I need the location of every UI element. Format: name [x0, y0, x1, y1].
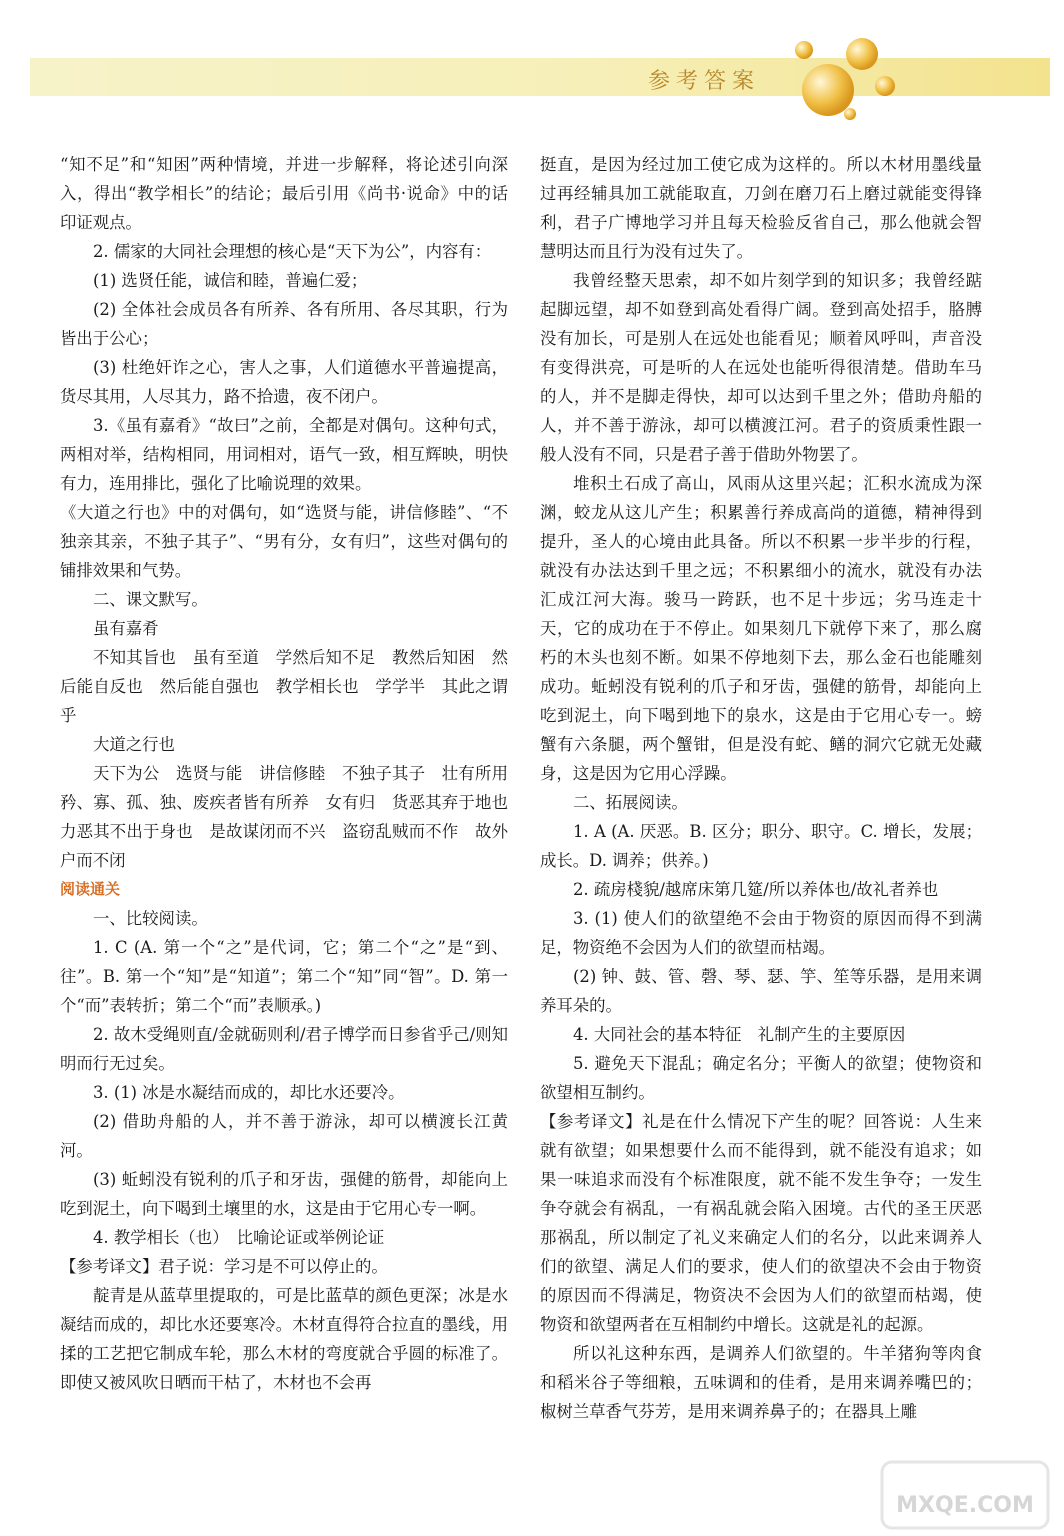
left-paragraph: 《大道之行也》中的对偶句，如“选贤与能，讲信修睦”、“不独亲其亲，不独子其子”、“男有分，女有归”，这些对偶句的铺排效果和气势。: [60, 503, 508, 580]
answer-stamp-icon: [880, 1460, 1050, 1530]
right-paragraph: 【参考译文】礼是在什么情况下产生的呢？回答说：人生来就有欲望；如果想要什么而不能得到，就不能没有追求；如果一味追求而没有个标准限度，就不能不发生争夺；一发生争夺就会有祸乱，一有祸乱就会陷入困境。古代的圣王厌恶那祸乱，所以制定了礼义来确定人们的名分，以此来调养人们的欲望、满足人们的要求，使人们的欲望决不会由于物资的原因而不得满足，物资决不会因为人们的欲望而枯竭，使物资和欲望两者在互相制约中增长。这就是礼的起源。: [540, 1112, 982, 1334]
right-paragraph: 挺直，是因为经过加工使它成为这样的。所以木材用墨线量过再经辅具加工就能取直，刀剑在磨刀石上磨过就能变得锋利，君子广博地学习并且每天检验反省自己，那么他就会智慧明达而且行为没有过失了。: [540, 155, 982, 261]
left-paragraph: 不知其旨也 虽有至道 学然后知不足 教然后知困 然后能自反也 然后能自强也 教学相长也 学学半 其此之谓乎: [60, 648, 508, 725]
right-paragraph: 堆积土石成了高山，风雨从这里兴起；汇积水流成为深渊，蛟龙从这儿产生；积累善行养成高尚的道德，精神得到提升，圣人的心境由此具备。所以不积累一步半步的行程，就没有办法达到千里之远；不积累细小的流水，就没有办法汇成江河大海。骏马一跨跃，也不足十步远；劣马连走十天，它的成功在于不停止。如果刻几下就停下来了，那么腐朽的木头也刻不断。如果不停地刻下去，那么金石也能雕刻成功。蚯蚓没有锐利的爪子和牙齿，强健的筋骨，却能向上吃到泥土，向下喝到地下的泉水，这是由于它用心专一。螃蟹有六条腿，两个蟹钳，但是没有蛇、鳝的洞穴它就无处藏身，这是因为它用心浮躁。: [540, 474, 982, 783]
left-paragraph: “知不足”和“知困”两种情境，并进一步解释，将论述引向深入，得出“教学相长”的结论；最后引用《尚书·说命》中的话印证观点。: [60, 155, 508, 232]
right-column: [540, 150, 982, 1426]
left-paragraph: 一、比较阅读。: [93, 909, 208, 928]
left-paragraph: 1. C (A. 第一个“之”是代词，它；第二个“之”是“到、往”。B. 第一个“知”是“知道”；第二个“知”同“智”。D. 第一个“而”表转折；第二个“而”表顺承。): [60, 938, 508, 1015]
right-paragraph: 我曾经整天思索，却不如片刻学到的知识多；我曾经踮起脚远望，却不如登到高处看得广阔。登到高处招手，胳膊没有加长，可是别人在远处也能看见；顺着风呼叫，声音没有变得洪亮，可是听的人在远处也能听得很清楚。借助车马的人，并不是脚走得快，却可以达到千里之外；借助舟船的人，并不善于游泳，却可以横渡江河。君子的资质秉性跟一般人没有不同，只是君子善于借助外物罢了。: [540, 271, 982, 464]
left-paragraph: 3. (1) 冰是水凝结而成的，却比水还要冷。: [93, 1083, 405, 1102]
right-paragraph: 4. 大同社会的基本特征 礼制产生的主要原因: [573, 1025, 906, 1044]
left-paragraph: 靛青是从蓝草里提取的，可是比蓝草的颜色更深；冰是水凝结而成的，却比水还要寒冷。木材直得符合拉直的墨线，用揉的工艺把它制成车轮，那么木材的弯度就合乎圆的标准了。即使又被风吹日晒而干枯了，木材也不会再: [60, 1286, 508, 1392]
left-column: [60, 150, 525, 1397]
left-paragraph: (3) 杜绝奸诈之心，害人之事，人们道德水平普遍提高，货尽其用，人尽其力，路不拾遗，夜不闭户。: [60, 358, 508, 406]
left-paragraph: (3) 蚯蚓没有锐利的爪子和牙齿，强健的筋骨，却能向上吃到泥土，向下喝到土壤里的水，这是由于它用心专一啊。: [60, 1170, 508, 1218]
watermark-text: MXQE.COM: [896, 1493, 1034, 1518]
right-paragraph: 2. 疏房棧貌/越席床第几筵/所以养体也/故礼者养也: [573, 880, 939, 899]
left-paragraph: 4. 教学相长（也） 比喻论证或举例论证: [93, 1228, 385, 1247]
right-paragraph: (2) 钟、鼓、管、磬、琴、瑟、竽、笙等乐器，是用来调养耳朵的。: [540, 967, 982, 1015]
left-paragraph: 天下为公 选贤与能 讲信修睦 不独子其子 壮有所用 矜、寡、孤、独、废疾者皆有所养 女有归 货恶其弃于地也 力恶其不出于身也 是故谋闭而不兴 盗窃乱贼而不作 故外户而不闭: [60, 764, 525, 870]
right-paragraph: 3. (1) 使人们的欲望绝不会由于物资的原因而得不到满足，物资绝不会因为人们的欲望而枯竭。: [540, 909, 982, 957]
left-paragraph: 二、课文默写。: [93, 590, 208, 609]
right-paragraph: 1. A (A. 厌恶。B. 区分；职分、职守。C. 增长，发展；成长。D. 调养；供养。): [540, 822, 982, 870]
bubble-decoration-icon: [790, 28, 910, 128]
left-paragraph: 3.《虽有嘉肴》“故曰”之前，全都是对偶句。这种句式，两相对举，结构相同，用词相对，语气一致，相互辉映，明快有力，连用排比，强化了比喻说理的效果。: [60, 416, 508, 493]
left-paragraph: 虽有嘉肴: [93, 619, 159, 638]
left-paragraph: (1) 选贤任能，诚信和睦，普遍仁爱；: [93, 271, 368, 290]
right-paragraph: 5. 避免天下混乱；确定名分；平衡人的欲望；使物资和欲望相互制约。: [540, 1054, 982, 1102]
right-paragraph: 二、拓展阅读。: [573, 793, 688, 812]
left-paragraph: 2. 故木受绳则直/金就砺则利/君子博学而日参省乎己/则知明而行无过矣。: [60, 1025, 508, 1073]
right-paragraph: 所以礼这种东西，是调养人们欲望的。牛羊猪狗等肉食和稻米谷子等细粮，五味调和的佳肴，是用来调养嘴巴的；椒树兰草香气芬芳，是用来调养鼻子的；在器具上雕: [540, 1344, 982, 1421]
left-paragraph: (2) 全体社会成员各有所养、各有所用、各尽其职，行为皆出于公心；: [60, 300, 508, 348]
section-heading: 阅读通关: [60, 880, 121, 898]
left-paragraph: 大道之行也: [93, 735, 175, 754]
left-paragraph: 2. 儒家的大同社会理想的核心是“天下为公”，内容有：: [93, 242, 492, 261]
left-paragraph: 【参考译文】君子说：学习是不可以停止的。: [60, 1257, 388, 1276]
left-paragraph: (2) 借助舟船的人，并不善于游泳，却可以横渡长江黄河。: [60, 1112, 508, 1160]
page-header-title: 参考答案: [648, 69, 761, 94]
